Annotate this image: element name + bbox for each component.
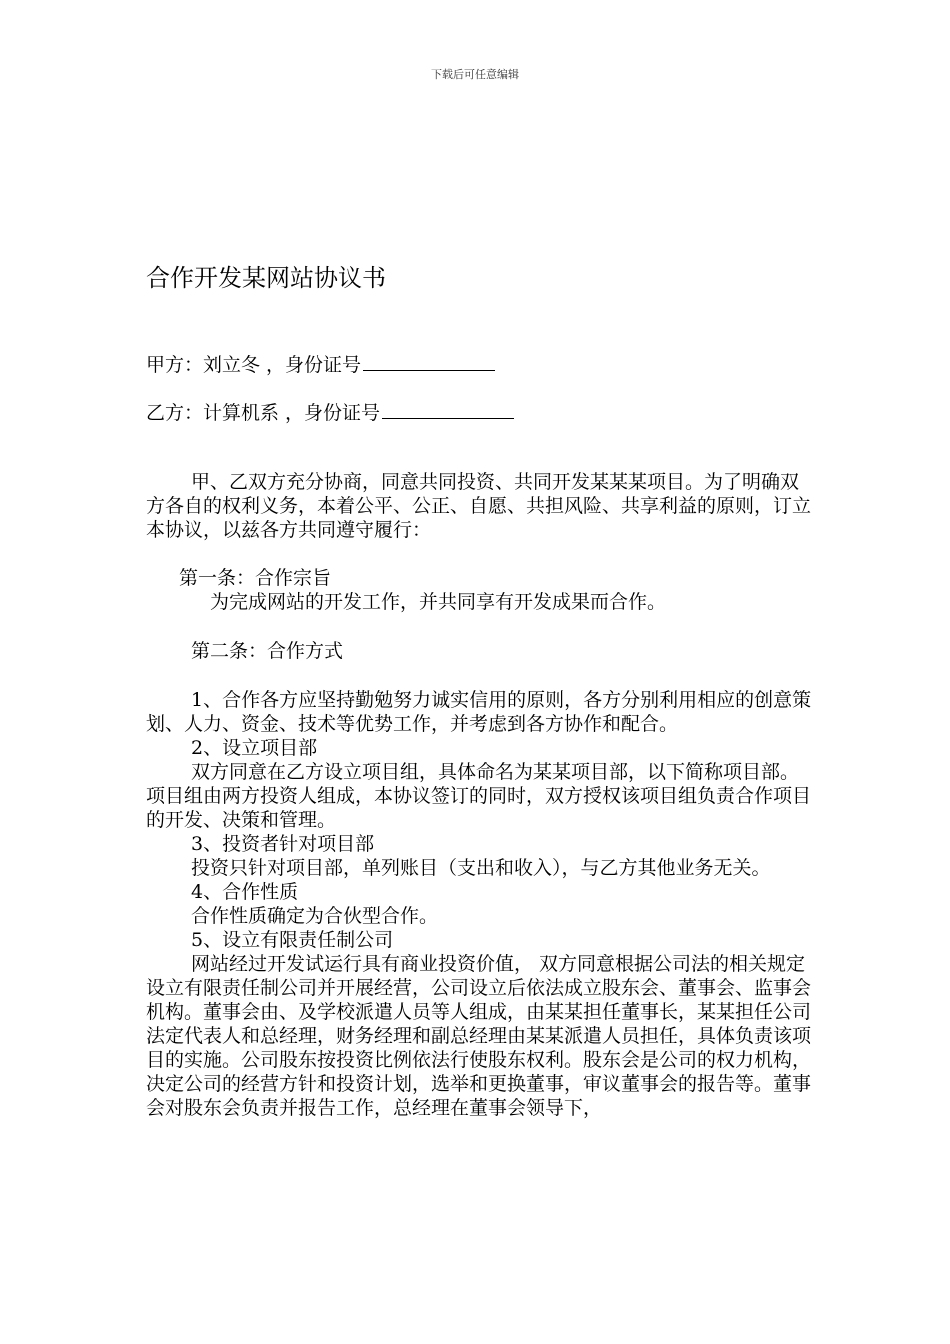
intro-paragraph: 甲、乙双方充分协商，同意共同投资、共同开发某某某项目。为了明确双方各自的权利义务，本着公平、公正、自愿、共担风险、共享利益的原则，订立本协议，以兹各方共同遵守履行： <box>146 471 812 541</box>
article-2-title: 第二条：合作方式 <box>191 640 344 662</box>
party-b-text: 乙方：计算机系 ，身份证号 <box>146 402 381 424</box>
document-body <box>146 470 814 1120</box>
item-5-body: 网站经过开发试运行具有商业投资价值， 双方同意根据公司法的相关规定设立有限责任制公司并开展经营，公司设立后依法成立股东会、董事会、监事会机构。董事会由、及学校派遣人员等人组成，由某某担任董事长，某某担任公司法定代表人和总经理，财务经理和副总经理由某某派遣人员担任，具体负责该项目的实施。公司股东按投资比例依法行使股东权利。股东会是公司的权力机构，决定公司的经营方针和投资计划，选举和更换董事，审议董事会的报告等。董事会对股东会负责并报告工作，总经理在董事会领导下， <box>146 953 812 1119</box>
party-b-line <box>146 398 514 425</box>
party-a-id-blank <box>363 350 495 371</box>
party-b-id-blank <box>382 398 514 419</box>
item-5-title: 5、设立有限责任制公司 <box>191 929 394 951</box>
item-3-body: 投资只针对项目部，单列账目（支出和收入），与乙方其他业务无关。 <box>191 857 771 879</box>
item-2-body: 双方同意在乙方设立项目组，具体命名为某某项目部，以下简称项目部。项目组由两方投资人组成，本协议签订的同时，双方授权该项目组负责合作项目的开发、决策和管理。 <box>146 761 812 831</box>
article-1-body: 为完成网站的开发工作，并共同享有开发成果而合作。 <box>210 591 667 613</box>
item-4-title: 4、合作性质 <box>191 881 299 903</box>
item-1-text: 1、合作各方应坚持勤勉努力诚实信用的原则，各方分别利用相应的创意策划、人力、资金、技术等优势工作，并考虑到各方协作和配合。 <box>146 689 812 735</box>
item-3-title: 3、投资者针对项目部 <box>191 833 375 855</box>
item-4-body: 合作性质确定为合伙型合作。 <box>191 905 439 927</box>
item-2-title: 2、设立项目部 <box>191 737 318 759</box>
article-1-title: 第一条：合作宗旨 <box>179 567 332 589</box>
party-a-line <box>146 350 495 377</box>
document-title: 合作开发某网站协议书 <box>146 264 386 292</box>
party-a-text: 甲方：刘立冬 ，身份证号 <box>146 354 362 376</box>
page-header-note: 下载后可任意编辑 <box>431 68 519 81</box>
